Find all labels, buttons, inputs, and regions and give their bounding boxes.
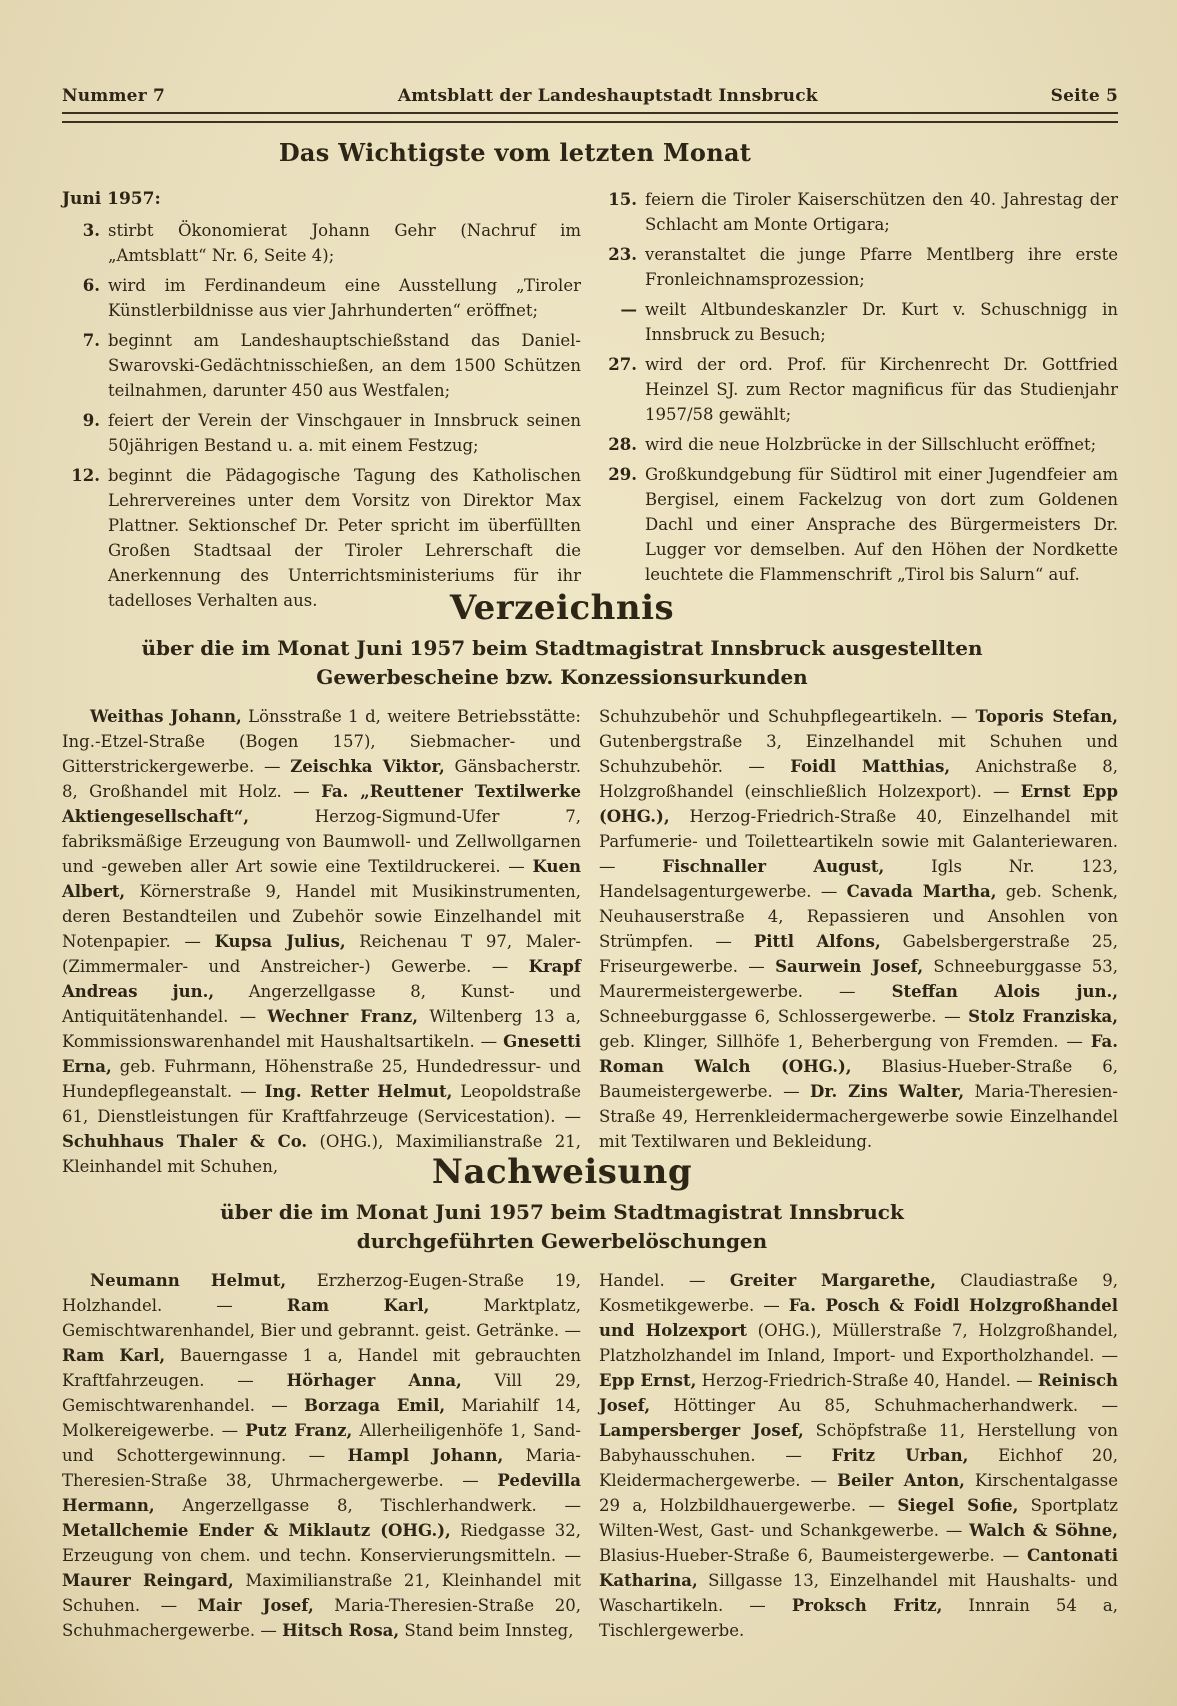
entry-name: Stolz Franziska,: [968, 1007, 1118, 1026]
entry-text: Vill 29, Gemischtwarenhandel. —: [62, 1371, 581, 1415]
verzeichnis-left-text: [62, 704, 581, 1179]
entry-name: Ram Karl,: [286, 1296, 430, 1315]
month-entry: [599, 187, 1118, 237]
month-entry: [62, 408, 581, 458]
entry-name: Krapf Andreas jun.,: [62, 957, 581, 1001]
entry-body: wird im Ferdinandeum eine Ausstellung „Tiroler Künstlerbildnisse aus vier Jahrhunderten“ eröffnet;: [108, 276, 581, 320]
entry-name: Borzaga Emil,: [304, 1396, 446, 1415]
entry-name: Cavada Martha,: [846, 882, 997, 901]
entry-text: Claudiastraße 9, Kosmetikgewerbe. —: [599, 1271, 1118, 1315]
entry-name: Maurer Reingard,: [62, 1571, 234, 1590]
entry-text: Riedgasse 32, Erzeugung von chem. und techn. Konservierungsmitteln. —: [62, 1521, 581, 1565]
entry-name: Hitsch Rosa,: [282, 1621, 400, 1640]
month-entry: [62, 273, 581, 323]
month-entry: [62, 218, 581, 268]
entry-text: Herzog-Sigmund-Ufer 7, fabriksmäßige Erzeugung von Baumwoll- und Zellwollgarnen und -geweben aller Art sowie eine Textildruckerei. —: [62, 807, 581, 876]
entry-name: Dr. Zins Walter,: [810, 1082, 965, 1101]
entry-name: Reinisch Josef,: [599, 1371, 1118, 1415]
entry-text: Gabelsbergerstraße 25, Friseurgewerbe. —: [599, 932, 1119, 976]
entry-body: wird die neue Holzbrücke in der Sillschlucht eröffnet;: [645, 435, 1097, 454]
entry-name: Mair Josef,: [197, 1596, 314, 1615]
entry-text: Schneeburggasse 53, Maurermeistergewerbe. —: [599, 957, 1118, 1001]
entry-day-number: 12.: [71, 466, 100, 485]
entry-name: Fritz Urban,: [831, 1446, 969, 1465]
month-entry: [62, 328, 581, 403]
entry-body: feiert der Verein der Vinschgauer in Innsbruck seinen 50jährigen Bestand u. a. mit einem Festzug;: [108, 411, 581, 455]
entry-name: Siegel Sofie,: [897, 1496, 1019, 1515]
issue-number: Nummer 7: [62, 86, 165, 106]
entry-text: Maria-Theresien-Straße 49, Herrenkleidermachergewerbe sowie Einzelhandel mit Textilwaren und Bekleidung.: [599, 1082, 1118, 1151]
entry-name: Ing. Retter Helmut,: [264, 1082, 453, 1101]
entry-day-number: 28.: [608, 435, 637, 454]
entry-text: Schneeburggasse 6, Schlossergewerbe. —: [599, 1007, 969, 1026]
nachweisung-subtitle-line1: über die im Monat Juni 1957 beim Stadtmagistrat Innsbruck: [220, 1200, 904, 1224]
entry-name: Neumann Helmut,: [90, 1271, 287, 1290]
entry-text: Sportplatz Wilten-West, Gast- und Schankgewerbe. —: [599, 1496, 1119, 1540]
entry-text: geb. Fuhrmann, Höhenstraße 25, Hundedressur- und Hundepflegeanstalt. —: [62, 1057, 581, 1101]
verzeichnis-right-text: [599, 704, 1118, 1179]
entry-text: Igls Nr. 123, Handelsagenturgewerbe. —: [599, 857, 1118, 901]
entry-name: Lampersberger Josef,: [599, 1421, 804, 1440]
entry-name: Hampl Johann,: [347, 1446, 504, 1465]
entry-text: Wiltenberg 13 a, Kommissionswarenhandel mit Haushaltsartikeln. —: [62, 1007, 581, 1051]
nachweisung-subtitle: [34, 1198, 1090, 1256]
entry-name: Greiter Margarethe,: [729, 1271, 936, 1290]
entry-text: Handel. —: [599, 1271, 730, 1290]
entry-name: Metallchemie Ender & Miklautz (OHG.),: [62, 1521, 451, 1540]
entry-name: Foidl Matthias,: [790, 757, 951, 776]
entry-name: Fischnaller August,: [662, 857, 885, 876]
journal-title: Amtsblatt der Landeshauptstadt Innsbruck: [397, 86, 818, 106]
entry-body: feiern die Tiroler Kaiserschützen den 40. Jahrestag der Schlacht am Monte Ortigara;: [645, 190, 1118, 234]
entry-name: Saurwein Josef,: [775, 957, 924, 976]
entry-text: Höttinger Au 85, Schuhmacherhandwerk. —: [650, 1396, 1118, 1415]
entry-text: Blasius-Hueber-Straße 6, Baumeistergewerbe. —: [599, 1057, 1118, 1101]
entry-name: Epp Ernst,: [599, 1371, 697, 1390]
entry-text: Herzog-Friedrich-Straße 40, Handel. —: [696, 1371, 1038, 1390]
verzeichnis-columns: [62, 704, 1118, 1179]
verzeichnis-title: Verzeichnis: [449, 588, 675, 628]
entry-name: Wechner Franz,: [267, 1007, 419, 1026]
entry-text: Schöpfstraße 11, Herstellung von Babyhausschuhen. —: [599, 1421, 1118, 1465]
entry-name: Cantonati Katharina,: [599, 1546, 1118, 1590]
entry-name: Hörhager Anna,: [286, 1371, 462, 1390]
month-entry: [599, 297, 1118, 347]
monthly-left-column: [62, 187, 581, 618]
entry-name: Kupsa Julius,: [214, 932, 346, 951]
entry-text: Mariahilf 14, Molkereigewerbe. —: [62, 1396, 581, 1440]
entry-name: Steffan Alois jun.,: [891, 982, 1118, 1001]
month-label: Juni 1957:: [62, 189, 161, 209]
entry-text: Gutenbergstraße 3, Einzelhandel mit Schuhen und Schuhzubehör. —: [599, 732, 1118, 776]
entry-text: Anichstraße 8, Holzgroßhandel (einschließlich Holzexport). —: [599, 757, 1118, 801]
entry-name: Kuen Albert,: [62, 857, 581, 901]
entry-day-number: —: [620, 300, 637, 319]
entry-text: geb. Klinger, Sillhöfe 1, Beherbergung von Fremden. —: [599, 1032, 1091, 1051]
monthly-right-entries: [599, 187, 1118, 587]
entry-name: Gnesetti Erna,: [62, 1032, 581, 1076]
nachweisung-subtitle-line2: durchgeführten Gewerbelöschungen: [356, 1229, 768, 1253]
entry-day-number: 23.: [608, 245, 637, 264]
section-verzeichnis: [62, 588, 1118, 1179]
entry-name: Pittl Alfons,: [753, 932, 881, 951]
month-entry: [599, 352, 1118, 427]
entry-text: Sillgasse 13, Einzelhandel mit Haushalts- und Waschartikeln. —: [599, 1571, 1118, 1615]
entry-day-number: 15.: [608, 190, 637, 209]
entry-text: Innrain 54 a, Tischlergewerbe.: [599, 1596, 1119, 1640]
entry-text: Erzherzog-Eugen-Straße 19, Holzhandel. —: [62, 1271, 581, 1315]
entry-text: (OHG.), Maximilianstraße 21, Kleinhandel mit Schuhen,: [62, 1132, 582, 1176]
entry-text: Herzog-Friedrich-Straße 40, Einzelhandel mit Parfumerie- und Toiletteartikeln sowie mit Galanteriewaren. —: [599, 807, 1118, 876]
entry-text: Gänsbacherstr. 8, Großhandel mit Holz. —: [62, 757, 581, 801]
entry-body: beginnt die Pädagogische Tagung des Katholischen Lehrervereines unter dem Vorsitz von Direktor Max Plattner. Sektionschef Dr. Peter spricht im überfüllten Großen Stadtsaal der Tiroler Lehrerschaft die Anerkennung des Unterrichtsministeriums für ihr tadelloses Verhalten aus.: [108, 466, 581, 610]
monthly-section-title: Das Wichtigste vom letzten Monat: [278, 138, 752, 167]
entry-body: weilt Altbundeskanzler Dr. Kurt v. Schuschnigg in Innsbruck zu Besuch;: [645, 300, 1118, 344]
entry-text: Stand beim Innsteg,: [399, 1621, 574, 1640]
entry-name: Toporis Stefan,: [975, 707, 1118, 726]
verzeichnis-subtitle-line1: über die im Monat Juni 1957 beim Stadtmagistrat Innsbruck ausgestellten: [141, 636, 983, 660]
entry-text: Eichhof 20, Kleidermachergewerbe. —: [599, 1446, 1118, 1490]
entry-name: Beiler Anton,: [837, 1471, 965, 1490]
entry-body: stirbt Ökonomierat Johann Gehr (Nachruf im „Amtsblatt“ Nr. 6, Seite 4);: [108, 221, 581, 265]
header-double-rule: [62, 112, 1118, 123]
entry-day-number: 29.: [608, 465, 637, 484]
nachweisung-columns: [62, 1268, 1118, 1643]
month-entry: [599, 462, 1118, 587]
entry-body: veranstaltet die junge Pfarre Mentlberg ihre erste Fronleichnamsprozession;: [645, 245, 1118, 289]
entry-body: wird der ord. Prof. für Kirchenrecht Dr. Gottfried Heinzel SJ. zum Rector magnificus für das Studienjahr 1957/58 gewählt;: [645, 355, 1118, 424]
entry-text: Leopoldstraße 61, Dienstleistungen für Kraftfahrzeuge (Servicestation). —: [62, 1082, 581, 1126]
entry-text: Angerzellgasse 8, Tischlerhandwerk. —: [154, 1496, 581, 1515]
entry-text: (OHG.), Müllerstraße 7, Holzgroßhandel, Platzholzhandel im Inland, Import- und Exportholzhandel. —: [599, 1321, 1118, 1365]
verzeichnis-subtitle-line2: Gewerbescheine bzw. Konzessionsurkunden: [316, 665, 808, 689]
monthly-right-column: [599, 187, 1118, 618]
entry-name: Fa. „Reuttener Textilwerke Aktiengesellschaft“,: [62, 782, 581, 826]
entry-text: Körnerstraße 9, Handel mit Musikinstrumenten, deren Bestandteilen und Zubehör sowie Einzelhandel mit Notenpapier. —: [62, 882, 581, 951]
entry-day-number: 9.: [82, 411, 100, 430]
page-header: [62, 86, 1118, 106]
entry-day-number: 27.: [608, 355, 637, 374]
entry-name: Putz Franz,: [245, 1421, 353, 1440]
entry-text: Schuhzubehör und Schuhpflegeartikeln. —: [599, 707, 976, 726]
entry-text: Blasius-Hueber-Straße 6, Baumeistergewerbe. —: [599, 1546, 1027, 1565]
page-number: Seite 5: [1050, 86, 1118, 106]
entry-body: beginnt am Landeshauptschießstand das Daniel-Swarovski-Gedächtnisschießen, an dem 1500 Schützen teilnahmen, darunter 450 aus Westfalen;: [108, 331, 581, 400]
entry-name: Fa. Posch & Foidl Holzgroßhandel und Holzexport: [599, 1296, 1119, 1340]
entry-name: Ram Karl,: [62, 1346, 166, 1365]
nachweisung-title: Nachweisung: [431, 1152, 693, 1192]
entry-text: Marktplatz, Gemischtwarenhandel, Bier und gebrannt. geist. Getränke. —: [62, 1296, 581, 1340]
nachweisung-left-text: [62, 1268, 581, 1643]
entry-text: Angerzellgasse 8, Kunst- und Antiquitätenhandel. —: [62, 982, 582, 1026]
entry-day-number: 6.: [82, 276, 100, 295]
entry-day-number: 3.: [82, 221, 100, 240]
entry-text: Maria-Theresien-Straße 38, Uhrmachergewerbe. —: [62, 1446, 581, 1490]
month-entry: [599, 432, 1118, 457]
entry-text: Lönsstraße 1 d, weitere Betriebsstätte: Ing.-Etzel-Straße (Bogen 157), Siebmacher- und Gitterstrickergewerbe. —: [62, 707, 581, 776]
entry-name: Walch & Söhne,: [969, 1521, 1119, 1540]
section-monthly-highlights: [62, 138, 1118, 618]
entry-name: Ernst Epp (OHG.),: [599, 782, 1118, 826]
entry-text: Allerheiligenhöfe 1, Sand- und Schottergewinnung. —: [62, 1421, 581, 1465]
entry-day-number: 7.: [82, 331, 100, 350]
monthly-columns: [62, 187, 1118, 618]
entry-name: Proksch Fritz,: [791, 1596, 943, 1615]
entry-text: Bauerngasse 1 a, Handel mit gebrauchten Kraftfahrzeugen. —: [62, 1346, 581, 1390]
entry-text: Maximilianstraße 21, Kleinhandel mit Schuhen. —: [62, 1571, 581, 1615]
entry-name: Schuhhaus Thaler & Co.: [62, 1132, 308, 1151]
monthly-left-entries: [62, 218, 581, 613]
entry-name: Pedevilla Hermann,: [62, 1471, 581, 1515]
entry-body: Großkundgebung für Südtirol mit einer Jugendfeier am Bergisel, einem Fackelzug von dort zum Goldenen Dachl und einer Ansprache des Bürgermeisters Dr. Lugger vor demselben. Auf den Höhen der Nordkette leuchtete die Flammenschrift „Tirol bis Salurn“ auf.: [645, 465, 1118, 584]
entry-name: Weithas Johann,: [90, 707, 242, 726]
entry-name: Fa. Roman Walch (OHG.),: [599, 1032, 1118, 1076]
entry-text: Reichenau T 97, Maler- (Zimmermaler- und Anstreicher-) Gewerbe. —: [62, 932, 581, 976]
entry-text: Maria-Theresien-Straße 20, Schuhmachergewerbe. —: [62, 1596, 581, 1640]
entry-name: Zeischka Viktor,: [290, 757, 445, 776]
nachweisung-right-text: [599, 1268, 1118, 1643]
verzeichnis-subtitle: [34, 634, 1090, 692]
entry-text: Kirschentalgasse 29 a, Holzbildhauergewerbe. —: [599, 1471, 1118, 1515]
section-nachweisung: [62, 1152, 1118, 1643]
entry-text: geb. Schenk, Neuhauserstraße 4, Repassieren und Ansohlen von Strümpfen. —: [599, 882, 1118, 951]
month-entry: [599, 242, 1118, 292]
